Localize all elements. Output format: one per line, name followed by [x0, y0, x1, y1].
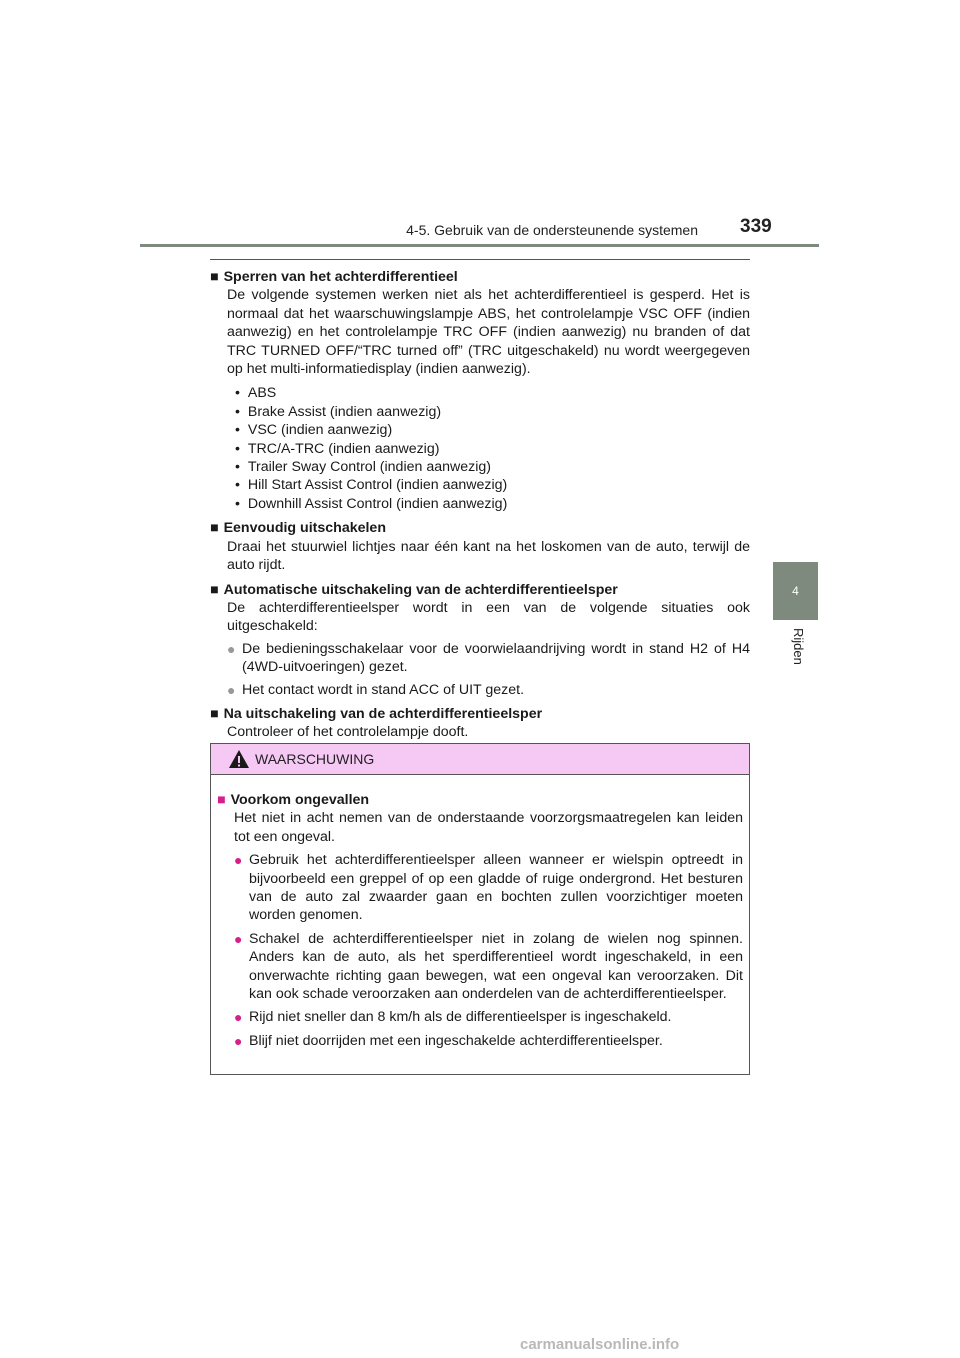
- chapter-tab-number: 4: [773, 562, 818, 620]
- circle-bullet-icon: ●: [234, 1032, 243, 1049]
- list-item: ● De bedieningsschakelaar voor de voorwielaandrijving wordt in stand H2 of H4 (4WD-uitvoeringen) gezet.: [227, 640, 750, 676]
- bullet-icon: •: [235, 477, 240, 494]
- circle-bullet-icon: ●: [234, 930, 243, 947]
- system-list: [227, 384, 750, 513]
- bullet-icon: •: [235, 422, 240, 439]
- warning-header: [211, 744, 749, 775]
- square-bullet-icon: ■: [210, 520, 219, 537]
- main-content: [210, 265, 750, 742]
- list-item: • Downhill Assist Control (indien aanwezig): [235, 495, 508, 512]
- warning-body: [211, 775, 749, 1050]
- bullet-icon: •: [235, 495, 240, 512]
- warning-intro: Het niet in acht nemen van de onderstaande voorzorgsmaatregelen kan leiden tot een ongeval.: [234, 810, 743, 845]
- content-divider: [210, 259, 750, 260]
- list-item: ● Het contact wordt in stand ACC of UIT gezet.: [227, 681, 525, 698]
- warning-heading: ■ Voorkom ongevallen: [217, 792, 370, 808]
- square-bullet-icon: ■: [210, 705, 219, 722]
- square-bullet-icon: ■: [210, 269, 219, 285]
- warning-item: ● Schakel de achterdifferentieelsper niet in zolang de wielen nog spinnen. Anders kan de auto, als het sperdifferentieel wordt ingeschakeld, in een onverwachte richting gaan bewegen, wat een ongeval kan veroorzaken. Dit kan ook schade veroorzaken aan onderdelen van de achterdifferentieelsper.: [234, 930, 743, 1003]
- chapter-tab-label: Rijden: [791, 628, 806, 665]
- section-heading: ■ Automatische uitschakeling van de achterdifferentieelsper: [210, 581, 618, 598]
- circle-bullet-icon: ●: [227, 681, 236, 698]
- warning-triangle-icon: [228, 749, 250, 769]
- warning-item: ● Blijf niet doorrijden met een ingeschakelde achterdifferentieelsper.: [234, 1032, 663, 1049]
- warning-item: ● Rijd niet sneller dan 8 km/h als de differentieelsper is ingeschakeld.: [234, 1009, 672, 1026]
- circle-bullet-icon: ●: [227, 640, 236, 657]
- header-divider: [140, 244, 819, 247]
- section-paragraph: Draai het stuurwiel lichtjes naar één kant na het loskomen van de auto, terwijl de auto rijdt.: [227, 538, 750, 574]
- section-title: 4-5. Gebruik van de ondersteunende systemen: [406, 222, 698, 238]
- warning-item: ● Gebruik het achterdifferentieelsper alleen wanneer er wielspin optreedt in bijvoorbeeld een greppel of op een gladde of ruige ondergrond. Het besturen van de auto zal zwaarder gaan en bochten zullen voorzichtiger moeten worden genomen.: [234, 852, 743, 924]
- bullet-icon: •: [235, 385, 240, 402]
- warning-box: [210, 743, 750, 1075]
- list-item: • Trailer Sway Control (indien aanwezig): [235, 459, 491, 476]
- list-item: • TRC/A-TRC (indien aanwezig): [235, 440, 440, 457]
- warning-title: WAARSCHUWING: [255, 751, 375, 767]
- watermark: carmanualsonline.info: [520, 1336, 680, 1353]
- section-heading: ■ Na uitschakeling van de achterdifferentieelsper: [210, 705, 543, 722]
- list-item: • Brake Assist (indien aanwezig): [235, 403, 442, 420]
- bullet-icon: •: [235, 440, 240, 457]
- square-bullet-icon: ■: [217, 792, 226, 808]
- circle-bullet-icon: ●: [234, 852, 243, 869]
- circle-bullet-icon: ●: [234, 1009, 243, 1026]
- section-heading: ■ Eenvoudig uitschakelen: [210, 520, 386, 537]
- square-bullet-icon: ■: [210, 581, 219, 598]
- list-item: • ABS: [235, 385, 277, 402]
- section-paragraph: De volgende systemen werken niet als het achterdifferentieel is gesperd. Het is normaal dat het waarschuwingslampje ABS, het controlelampje VSC OFF (indien aanwezig) en het controlelampje TRC OFF (indien aanwezig) nu branden of dat TRC TURNED OFF/“TRC turned off” (TRC uitgeschakeld) nu wordt weergegeven op het multi-informatiedisplay (indien aanwezig).: [227, 287, 750, 378]
- list-item: • Hill Start Assist Control (indien aanwezig): [235, 477, 508, 494]
- page-number: 339: [740, 216, 772, 237]
- section-heading: ■ Sperren van het achterdifferentieel: [210, 269, 458, 285]
- bullet-icon: •: [235, 403, 240, 420]
- section-paragraph: Controleer of het controlelampje dooft.: [227, 724, 469, 741]
- list-item: • VSC (indien aanwezig): [235, 422, 393, 439]
- section-paragraph: De achterdifferentieelsper wordt in een van de volgende situaties ook uitgeschakeld:: [227, 599, 750, 635]
- bullet-icon: •: [235, 459, 240, 476]
